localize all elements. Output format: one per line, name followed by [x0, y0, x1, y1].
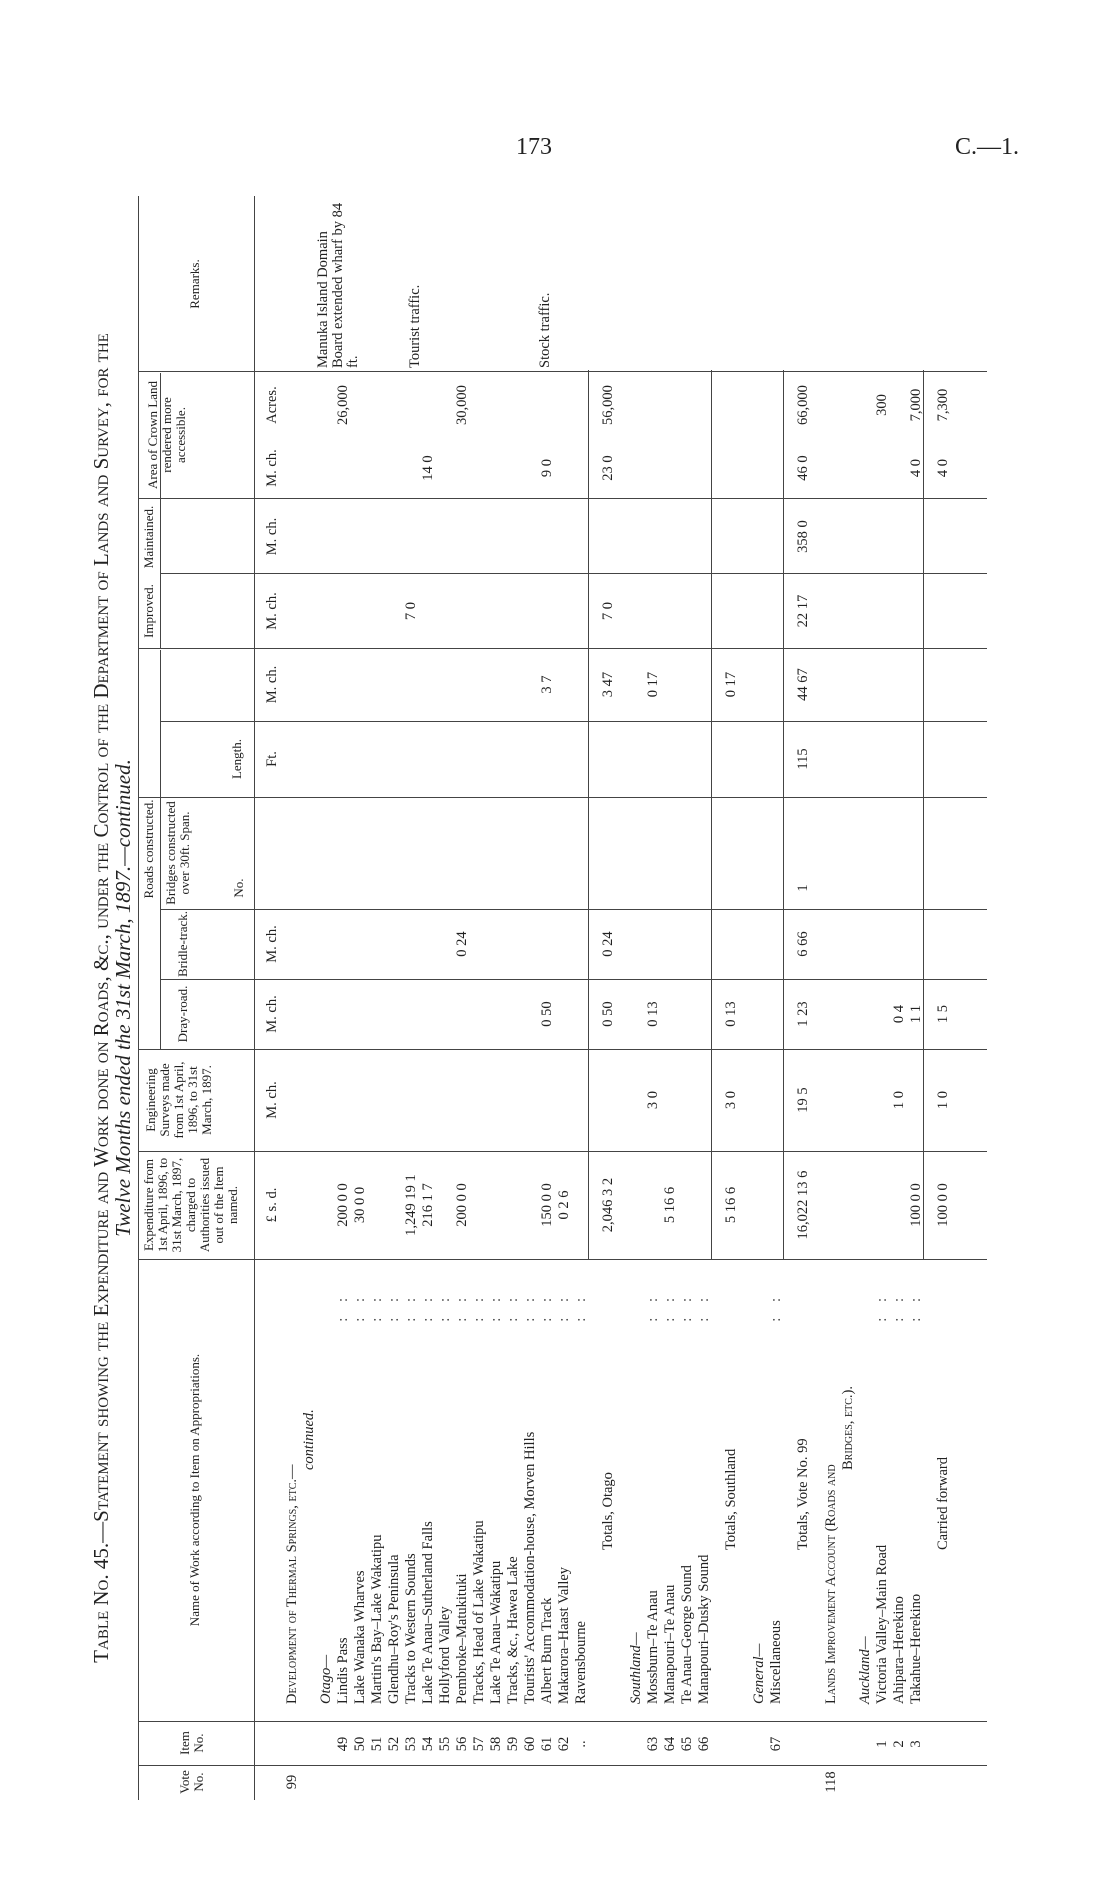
table-row	[768, 370, 784, 1800]
leader-dots: : :	[573, 1292, 589, 1322]
cell-name: continued.	[301, 1409, 317, 1470]
table-row	[301, 370, 317, 1800]
header-rc-bridges: Bridges constructed over 30ft. Span.	[163, 801, 192, 905]
table-row	[505, 370, 521, 1800]
cell-mnt-dray: 358 0	[795, 520, 811, 553]
leader-dots: : :	[891, 1292, 907, 1322]
leader-dots: : :	[505, 1292, 521, 1322]
cell-area: 30,000	[454, 385, 470, 425]
leader-dots: : :	[539, 1292, 555, 1322]
header-rc-bridle: Bridle-track.	[175, 910, 190, 978]
cell-name: Albert Burn Track	[539, 1597, 555, 1704]
cell-item: 1	[874, 1740, 890, 1748]
cell-rc-dray: 1 5	[935, 1004, 951, 1024]
cell-item: 2	[891, 1740, 907, 1748]
header-remarks: Remarks.	[187, 259, 202, 309]
cell-item: 53	[403, 1736, 419, 1752]
cell-surveys: 3 0	[723, 1090, 739, 1110]
cell-expenditure: 0 2 6	[556, 1190, 572, 1220]
cell-item: 55	[437, 1736, 453, 1752]
table-row	[369, 370, 385, 1800]
cell-name: Totals, Otago	[600, 1472, 616, 1550]
unit-label: M. ch.	[264, 592, 280, 630]
header-surveys: Engineering Surveys made from 1st April, 1896, to 31st March, 1897.	[143, 1061, 214, 1139]
cell-item: 62	[556, 1736, 572, 1752]
total-rule	[711, 370, 712, 1260]
cell-surveys: 1 0	[891, 1090, 907, 1110]
cell-rc-bridle: 0 24	[454, 931, 470, 957]
cell-area: 7,300	[935, 388, 951, 422]
cell-name: Development of Thermal Springs, etc.—	[284, 1464, 300, 1704]
table-row	[908, 370, 924, 1800]
leader-dots: : :	[352, 1292, 368, 1322]
cell-name: Manapouri–Te Anau	[662, 1584, 678, 1704]
leader-dots: : :	[645, 1292, 661, 1322]
cell-item: 67	[768, 1736, 784, 1752]
cell-imp-bridle: 7 0	[600, 601, 616, 621]
leader-dots: : :	[874, 1292, 890, 1322]
cell-expenditure: 100 0 0	[908, 1183, 924, 1227]
table-row	[420, 370, 436, 1800]
header-roads-constructed: Roads constructed.	[141, 799, 156, 899]
total-row	[600, 370, 616, 1800]
cell-name: Ahipara–Herekino	[891, 1596, 907, 1704]
remark-stock: Stock traffic.	[537, 292, 553, 368]
cell-name: Lake Wanaka Wharves	[352, 1570, 368, 1704]
cell-surveys: 1 0	[935, 1090, 951, 1110]
cell-name: Carried forward	[935, 1457, 951, 1550]
cell-item: 3	[908, 1740, 924, 1748]
leader-dots: : :	[335, 1292, 351, 1322]
cell-item: 61	[539, 1736, 555, 1752]
table-row	[662, 370, 678, 1800]
cell-expenditure: 5 16 6	[662, 1186, 678, 1224]
remark-tourist: Tourist traffic.	[407, 284, 423, 368]
leader-dots: : :	[522, 1292, 538, 1322]
header-vote: Vote No.	[177, 1770, 206, 1794]
leader-dots: : :	[908, 1292, 924, 1322]
header-bridges-no: No.	[231, 878, 246, 898]
cell-name: Victoria Valley–Main Road	[874, 1544, 890, 1704]
unit-label: M. ch.	[264, 925, 280, 963]
table-row	[539, 370, 555, 1800]
cell-rc-bridle: 6 66	[795, 931, 811, 957]
header-maintained: Maintained.	[141, 505, 156, 569]
cell-expenditure: 200 0 0	[454, 1183, 470, 1227]
cell-area: 66,000	[795, 385, 811, 425]
leader-dots: : :	[386, 1292, 402, 1322]
leader-dots: : :	[369, 1292, 385, 1322]
cell-vote: 99	[284, 1774, 300, 1790]
header-bridges-length: Length.	[229, 738, 244, 780]
table-row	[488, 370, 504, 1800]
cell-item: 57	[471, 1736, 487, 1752]
cell-area: 26,000	[335, 385, 351, 425]
cell-item: ..	[573, 1740, 589, 1748]
cell-expenditure: 150 0 0	[539, 1183, 555, 1227]
cell-item: 51	[369, 1736, 385, 1752]
cell-imp-bridle: 7 0	[403, 601, 419, 621]
cell-area: 300	[874, 394, 890, 416]
table-row	[284, 370, 300, 1800]
cell-expenditure: 5 16 6	[723, 1186, 739, 1224]
cell-expenditure: 16,022 13 6	[795, 1170, 811, 1240]
table-caption	[90, 196, 134, 1800]
table-row	[437, 370, 453, 1800]
group-rule-roads	[160, 650, 161, 1050]
cell-item: 54	[420, 1736, 436, 1752]
cell-rc-dray: 0 13	[645, 1001, 661, 1027]
cell-name: Totals, Southland	[723, 1448, 739, 1550]
cell-mnt-bridle: 4 0	[908, 458, 924, 478]
leader-dots: : :	[454, 1292, 470, 1322]
unit-label: £ s. d.	[264, 1187, 280, 1223]
cell-name: Te Anau–George Sound	[679, 1565, 695, 1704]
cell-name: Tracks, &c., Hawea Lake	[505, 1556, 521, 1704]
cell-mnt-bridle: 23 0	[600, 455, 616, 481]
table-row	[891, 370, 907, 1800]
remark-manuka: Manuka Island Domain Board extended wharf by 84 ft.	[315, 202, 361, 368]
cell-name: Totals, Vote No. 99	[795, 1438, 811, 1550]
cell-expenditure: 2,046 3 2	[600, 1177, 616, 1233]
table-row	[696, 370, 712, 1800]
cell-expenditure: 30 0 0	[352, 1186, 368, 1224]
cell-imp-dray: 0 17	[645, 671, 661, 698]
unit-label: Ft.	[264, 751, 280, 767]
cell-imp-bridle: 22 17	[795, 594, 811, 628]
table-row	[556, 370, 572, 1800]
cell-name: Martin's Bay–Lake Wakatipu	[369, 1534, 385, 1704]
header-expenditure: Expenditure from 1st April, 1896, to 31st March, 1897, charged to Authorities issued out of the Item named.	[141, 1157, 240, 1253]
cell-name: Glendhu–Roy's Peninsula	[386, 1554, 402, 1704]
table-row	[573, 370, 589, 1800]
cell-item: 66	[696, 1736, 712, 1752]
table-row	[454, 370, 470, 1800]
leader-dots: : :	[662, 1292, 678, 1322]
unit-label: M. ch.	[264, 517, 280, 556]
cell-rc-dray: 1 23	[795, 1001, 811, 1027]
caption-line-2: Twelve Months ended the 31st March, 1897.—continued.	[111, 759, 135, 1237]
cell-rc-dray: 0 50	[539, 1001, 555, 1027]
total-row	[935, 370, 951, 1800]
table-row	[471, 370, 487, 1800]
table-row	[874, 370, 890, 1800]
cell-name: Manapouri–Dusky Sound	[696, 1554, 712, 1704]
cell-item: 65	[679, 1736, 695, 1752]
cell-rc-dray: 0 50	[600, 1001, 616, 1027]
table-row	[335, 370, 351, 1800]
total-row	[795, 370, 811, 1800]
cell-name: Auckland—	[857, 1636, 873, 1704]
total-rule	[923, 370, 924, 1260]
total-rule	[588, 370, 589, 1260]
cell-item: 49	[335, 1736, 351, 1752]
header-improved: Improved.	[141, 584, 156, 638]
cell-rc-dray: 0 4	[891, 1004, 907, 1024]
unit-label: M. ch.	[264, 449, 280, 487]
cell-item: 59	[505, 1736, 521, 1752]
cell-name: Makarora–Haast Valley	[556, 1566, 572, 1704]
table-row	[386, 370, 402, 1800]
unit-label: M. ch.	[264, 665, 280, 704]
table-row	[679, 370, 695, 1800]
cell-area: 56,000	[600, 385, 616, 425]
cell-imp-dray: 44 67	[795, 668, 811, 701]
cell-imp-dray: 3 7	[539, 675, 555, 694]
leader-dots: : :	[437, 1292, 453, 1322]
leader-dots: : :	[679, 1292, 695, 1322]
leader-dots: : :	[488, 1292, 504, 1322]
cell-name: Lindis Pass	[335, 1637, 351, 1704]
page-code: C.—1.	[955, 134, 1020, 160]
cell-expenditure: 200 0 0	[335, 1183, 351, 1227]
cell-mnt-bridle: 46 0	[795, 455, 811, 481]
cell-name: Tracks, Head of Lake Wakatipu	[471, 1520, 487, 1704]
table-row	[522, 370, 538, 1800]
table-row	[352, 370, 368, 1800]
cell-name: Pembroke–Matukituki	[454, 1573, 470, 1704]
header-name: Name of Work according to Item on Appropriations.	[187, 1353, 202, 1627]
cell-imp-dray: 3 47	[600, 671, 616, 698]
cell-name: Southland—	[628, 1632, 644, 1704]
caption-line-1: Table No. 45.—Statement showing the Expenditure and Work done on Roads, &c., under the Control of the Department of Lands and Survey, for the	[89, 333, 113, 1663]
table-row	[857, 370, 873, 1800]
cell-name: Mossburn–Te Anau	[645, 1590, 661, 1704]
header-rc-dray: Dray-road.	[175, 985, 190, 1043]
cell-rc-bridle: 0 24	[600, 931, 616, 957]
cell-item: 52	[386, 1736, 402, 1752]
cell-surveys: 3 0	[645, 1090, 661, 1110]
cell-mnt-bridle: 9 0	[539, 458, 555, 478]
cell-item: 50	[352, 1736, 368, 1752]
cell-mnt-bridle: 14 0	[420, 455, 436, 481]
cell-item: 60	[522, 1736, 538, 1752]
cell-name: Bridges, etc.).	[840, 1386, 856, 1470]
cell-name: Lands Improvement Account (Roads and	[823, 1464, 839, 1704]
page-number: 173	[516, 134, 552, 160]
cell-item: 63	[645, 1736, 661, 1752]
cell-expenditure: 1,249 19 1	[403, 1174, 419, 1236]
cell-name: Miscellaneous	[768, 1620, 784, 1704]
cell-bridges-no: 1	[795, 884, 811, 892]
unit-label: M. ch.	[264, 1081, 280, 1119]
header-bottom-rule	[254, 196, 255, 1800]
cell-name: General—	[751, 1643, 767, 1704]
cell-area: 7,000	[908, 388, 924, 422]
leader-dots: : :	[471, 1292, 487, 1322]
leader-dots: : :	[768, 1292, 784, 1322]
leader-dots: : :	[420, 1292, 436, 1322]
cell-expenditure: 100 0 0	[935, 1183, 951, 1227]
cell-item: 58	[488, 1736, 504, 1752]
leader-dots: : :	[696, 1292, 712, 1322]
cell-name: Takahue–Herekino	[908, 1593, 924, 1704]
cell-name: Lake Te Anau–Sutherland Falls	[420, 1521, 436, 1704]
cell-surveys: 19 5	[795, 1087, 811, 1113]
table-row	[823, 370, 839, 1800]
table-sheet	[50, 196, 1000, 1800]
cell-item: 64	[662, 1736, 678, 1752]
statement-table	[138, 196, 987, 1800]
header-item: Item No.	[177, 1731, 206, 1755]
cell-vote: 118	[823, 1771, 839, 1793]
cell-rc-dray: 0 13	[723, 1001, 739, 1027]
leader-dots: : :	[556, 1292, 572, 1322]
cell-rc-dray: 1 1	[908, 1004, 924, 1024]
table-row	[628, 370, 644, 1800]
cell-name: Ravensbourne	[573, 1621, 589, 1704]
table-row	[403, 370, 419, 1800]
cell-name: Otago—	[318, 1654, 334, 1704]
cell-name: Tourists' Accommodation-house, Morven Hills	[522, 1431, 538, 1704]
total-rule	[783, 370, 784, 1260]
cell-item: 56	[454, 1736, 470, 1752]
cell-name: Tracks to Western Sounds	[403, 1553, 419, 1704]
header-area: Area of Crown Land rendered more accessible.	[145, 381, 188, 489]
total-row	[723, 370, 739, 1800]
cell-mnt-bridle: 4 0	[935, 458, 951, 478]
cell-name: Hollyford Valley	[437, 1606, 453, 1704]
table-top-rule	[138, 196, 139, 1800]
unit-label: Acres.	[264, 386, 280, 424]
table-row	[751, 370, 767, 1800]
table-row	[645, 370, 661, 1800]
cell-name: Lake Te Anau–Wakatipu	[488, 1560, 504, 1704]
table-row	[318, 370, 334, 1800]
cell-expenditure: 216 1 7	[420, 1183, 436, 1227]
cell-bridges-length: 115	[795, 748, 811, 770]
leader-dots: : :	[403, 1292, 419, 1322]
cell-imp-dray: 0 17	[723, 671, 739, 698]
table-row	[840, 370, 856, 1800]
unit-label: M. ch.	[264, 995, 280, 1033]
